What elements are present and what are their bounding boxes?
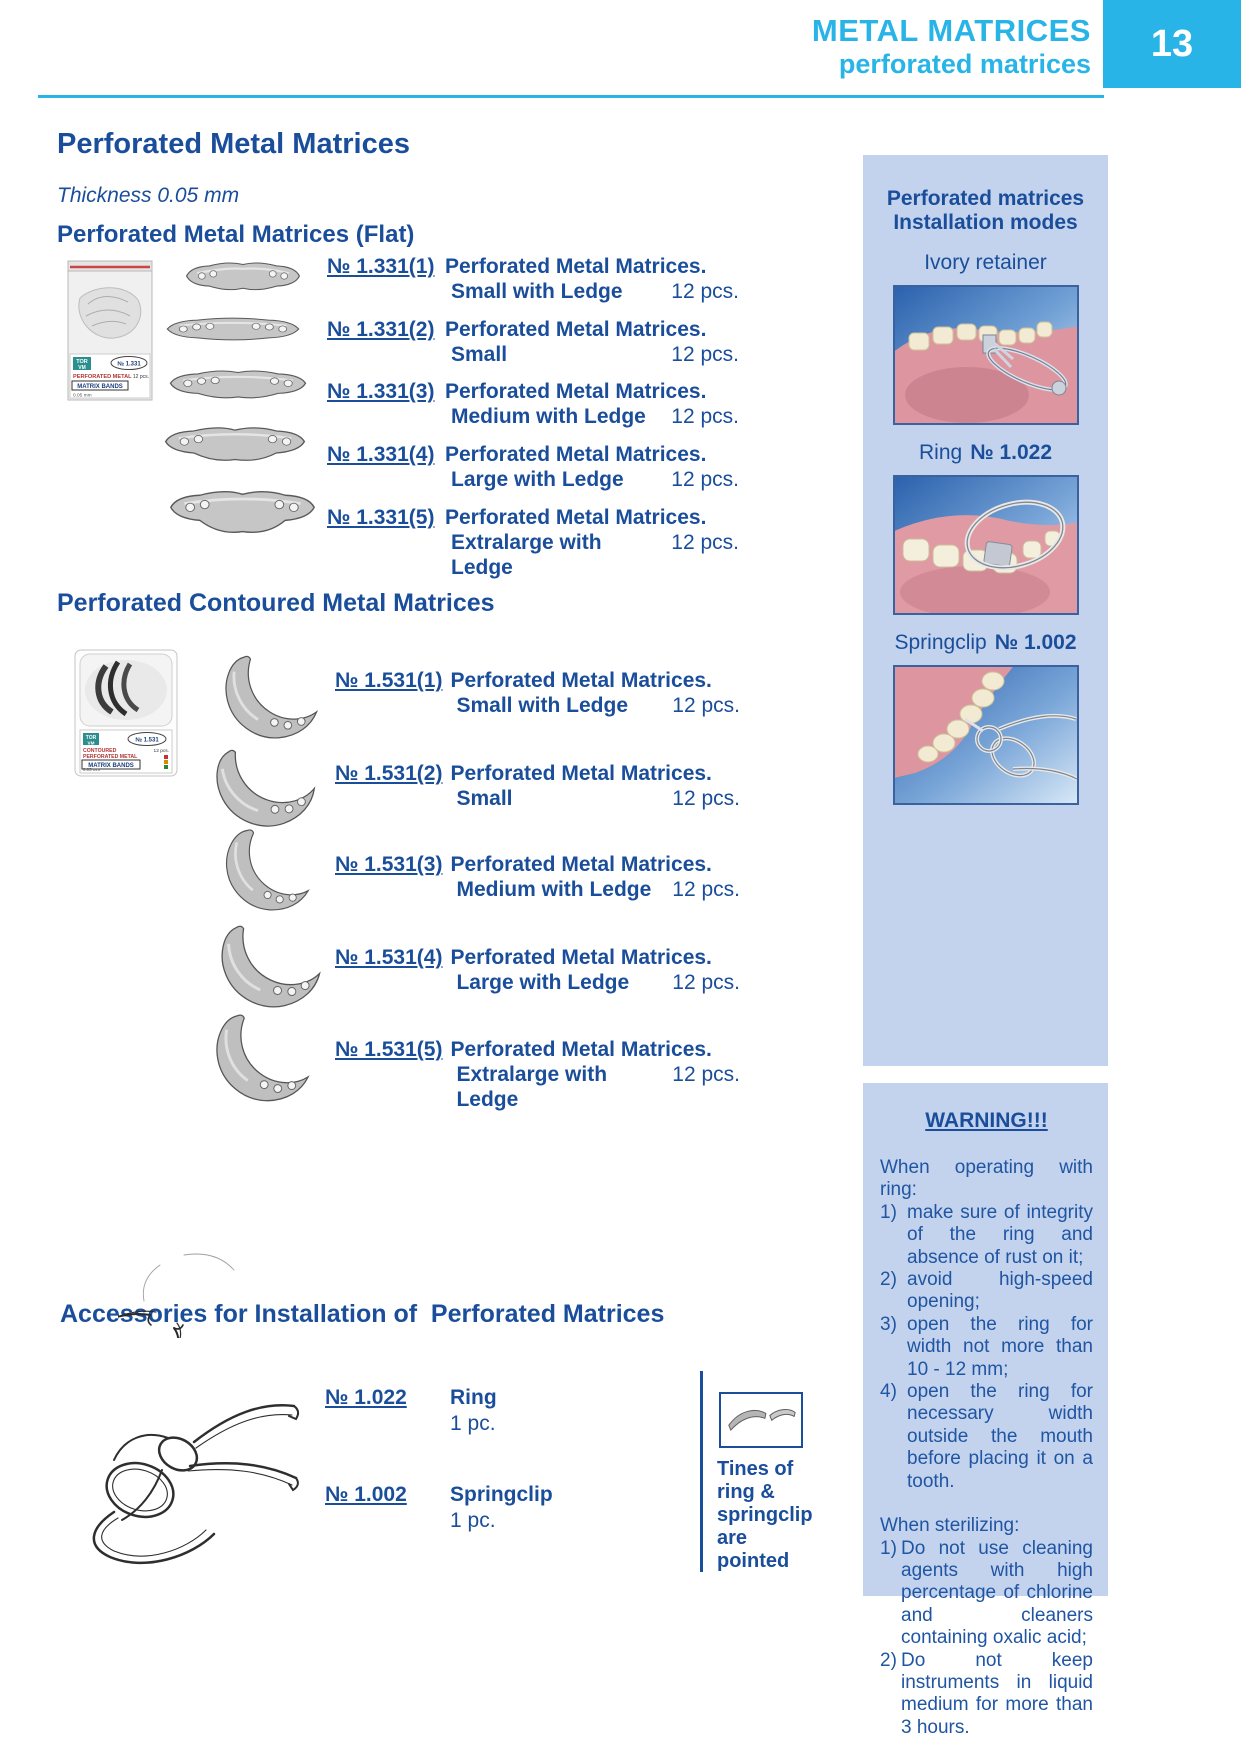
package-thickness: 0.05 mm (73, 393, 92, 399)
product-variant: Large with Ledge (451, 468, 624, 492)
accessory-name: Ring (450, 1386, 497, 1409)
product-code: № 1.531(5) (335, 1038, 443, 1061)
product-row-contoured-3 (335, 852, 740, 902)
product-row-flat-3 (327, 379, 739, 429)
warning-item: 2) Do not keep instruments in liquid medium for more than 3 hours. (880, 1649, 1093, 1738)
ring-drawing (118, 1243, 258, 1338)
contoured-matrix-large-ledge-image (206, 910, 338, 1021)
warning-item: 4) open the ring for necessary width outside the mouth before placing it on a tooth. (880, 1381, 1093, 1492)
header-subtitle: perforated matrices (838, 48, 1091, 79)
brand-logo-sub: VM (78, 365, 86, 371)
product-variant: Large with Ledge (456, 971, 630, 995)
product-name: Perforated Metal Matrices. (450, 853, 712, 876)
product-row-contoured-4 (335, 945, 740, 995)
flat-matrix-large-ledge-image (160, 422, 310, 466)
product-qty: 12 pcs. (671, 468, 739, 492)
mode-label-ivory-retainer: Ivory retainer (924, 251, 1047, 275)
flat-package-image (66, 258, 154, 403)
product-qty: 12 pcs. (672, 1063, 740, 1087)
contoured-package-image (72, 648, 180, 778)
accessory-qty: 1 pc. (450, 1412, 496, 1436)
flat-matrix-small-image (162, 312, 304, 346)
package-line3: MATRIX BANDS (88, 763, 134, 769)
package-code: № 1.331 (117, 361, 141, 368)
springclip-photo (893, 665, 1079, 805)
product-code: № 1.531(4) (335, 946, 443, 969)
product-name: Perforated Metal Matrices. (450, 762, 712, 785)
brand-logo-sub: VM (87, 740, 95, 746)
product-name: Perforated Metal Matrices. (450, 669, 712, 692)
page-title: Perforated Metal Matrices (57, 128, 410, 160)
product-variant: Extralarge with Ledge (456, 1063, 608, 1112)
accessories-section-heading: Accessories for Installation of Perforated Matrices (60, 1300, 665, 1328)
flat-section-heading: Perforated Metal Matrices (Flat) (57, 221, 415, 248)
accessory-code: № 1.002 (325, 1483, 407, 1506)
ivory-retainer-photo (893, 285, 1079, 425)
warning-panel (863, 1083, 1108, 1738)
product-variant: Small with Ledge (451, 280, 623, 304)
product-variant: Medium with Ledge (456, 878, 652, 902)
package-thickness: 0.05 mm (83, 767, 101, 772)
page-number-box (1103, 0, 1241, 88)
warning-item: 2) avoid high-speed opening; (880, 1269, 1093, 1313)
product-row-contoured-1 (335, 668, 740, 718)
page-number: 13 (1150, 22, 1194, 65)
accessory-row-springclip (325, 1482, 553, 1535)
flat-matrix-extralarge-ledge-image (165, 485, 320, 539)
package-qty: 12 pcs. (132, 374, 149, 380)
product-code: № 1.331(3) (327, 380, 435, 403)
package-line1: PERFORATED METAL (73, 374, 132, 380)
product-qty: 12 pcs. (671, 280, 739, 304)
mode-label-ring: Ring № 1.022 (919, 441, 1052, 465)
product-row-contoured-5 (335, 1037, 740, 1113)
product-code: № 1.331(2) (327, 318, 435, 341)
warning-sterilizing-intro: When sterilizing: (880, 1515, 1020, 1537)
product-variant: Small with Ledge (456, 694, 628, 718)
product-row-contoured-2 (335, 761, 740, 811)
accessory-qty: 1 pc. (450, 1509, 496, 1533)
warning-item: 3) open the ring for width not more than 10 - 12 mm; (880, 1313, 1093, 1380)
product-code: № 1.331(5) (327, 506, 435, 529)
product-name: Perforated Metal Matrices. (450, 946, 712, 969)
mode-label-springclip: Springclip № 1.002 (894, 631, 1077, 655)
tines-image-box (719, 1392, 803, 1448)
contoured-section-heading: Perforated Contoured Metal Matrices (57, 589, 495, 617)
accessory-row-ring (325, 1385, 497, 1438)
contoured-matrix-medium-ledge-image (209, 821, 328, 923)
product-qty: 12 pcs. (672, 694, 740, 718)
product-name: Perforated Metal Matrices. (445, 506, 707, 529)
package-qty: 12 pcs. (153, 749, 169, 754)
ring-photo (893, 475, 1079, 615)
product-name: Perforated Metal Matrices. (445, 380, 707, 403)
warning-item: 1) Do not use cleaning agents with high percentage of chlorine and cleaners containing oxalic acid; (880, 1537, 1093, 1649)
product-variant: Extralarge with Ledge (451, 531, 602, 580)
springclip-drawing (62, 1342, 302, 1567)
product-row-flat-2 (327, 317, 739, 367)
product-qty: 12 pcs. (672, 787, 740, 811)
package-code: № 1.531 (135, 737, 159, 744)
package-line2: PERFORATED METAL (83, 754, 138, 760)
accessory-code: № 1.022 (325, 1386, 407, 1409)
product-qty: 12 pcs. (672, 971, 740, 995)
product-name: Perforated Metal Matrices. (445, 443, 707, 466)
package-line2: MATRIX BANDS (77, 384, 123, 390)
tines-image (721, 1394, 801, 1448)
flat-matrix-small-ledge-image (182, 258, 304, 294)
brand-logo-text: TOR (76, 359, 88, 365)
product-name: Perforated Metal Matrices. (445, 255, 707, 278)
page-header (812, 14, 1091, 79)
product-code: № 1.331(1) (327, 255, 435, 278)
accessory-name: Springclip (450, 1483, 553, 1506)
product-variant: Small (456, 787, 513, 811)
warning-operating-intro: When operating with ring: (880, 1157, 1093, 1201)
header-rule (38, 95, 1104, 98)
panel-title: Perforated matrices Installation modes (886, 187, 1085, 235)
package-line1: CONTOURED (83, 748, 117, 754)
flat-matrix-medium-ledge-image (165, 366, 311, 402)
product-row-flat-4 (327, 442, 739, 492)
product-code: № 1.531(2) (335, 762, 443, 785)
product-qty: 12 pcs. (671, 343, 739, 367)
warning-item: 1) make sure of integrity of the ring and absence of rust on it; (880, 1201, 1093, 1268)
product-code: № 1.531(1) (335, 669, 443, 692)
product-qty: 12 pcs. (672, 878, 740, 902)
product-name: Perforated Metal Matrices. (450, 1038, 712, 1061)
tines-note: Tines of ring & springclip are pointed (717, 1458, 813, 1572)
header-title: METAL MATRICES (811, 13, 1091, 48)
contoured-matrix-extralarge-ledge-image (202, 1008, 326, 1111)
accessories-divider (700, 1371, 703, 1572)
product-qty: 12 pcs. (671, 531, 739, 555)
product-qty: 12 pcs. (671, 405, 739, 429)
brand-logo-text: TOR (85, 735, 97, 741)
product-variant: Medium with Ledge (451, 405, 646, 429)
installation-modes-panel (863, 155, 1108, 1066)
warning-title: WARNING!!! (925, 1109, 1048, 1132)
product-row-flat-5 (327, 505, 739, 581)
thickness-note: Thickness 0.05 mm (57, 184, 240, 207)
product-row-flat-1 (327, 254, 739, 304)
product-code: № 1.531(3) (335, 853, 443, 876)
product-name: Perforated Metal Matrices. (445, 318, 707, 341)
product-code: № 1.331(4) (327, 443, 435, 466)
product-variant: Small (451, 343, 508, 367)
